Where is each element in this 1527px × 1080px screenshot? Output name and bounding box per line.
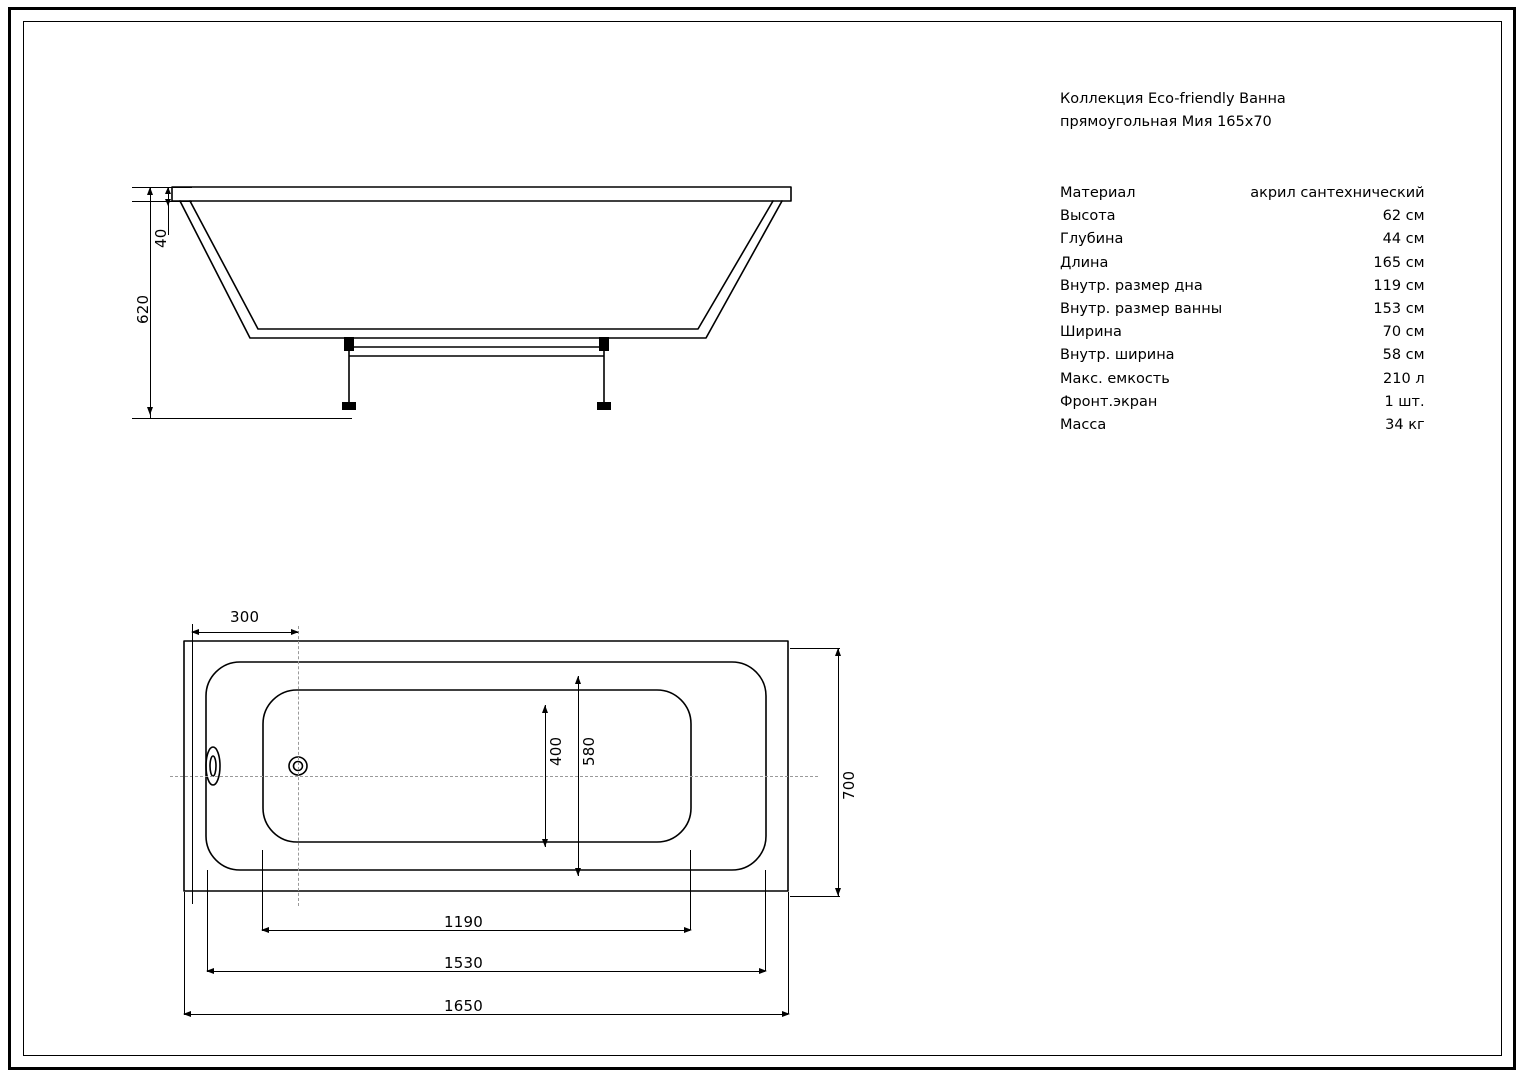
plan-dim-arrows-1530 (201, 963, 773, 981)
spec-value: 62 см (1382, 208, 1425, 225)
spec-row (1060, 182, 1439, 205)
plan-ext-line-1190-right (690, 850, 691, 930)
spec-row (1060, 205, 1439, 228)
plan-dim-label-1650: 1650 (444, 997, 483, 1015)
product-title-line-1: Коллекция Eco-friendly Ванна (1060, 91, 1286, 107)
spec-value: 165 см (1373, 254, 1425, 271)
spec-row (1060, 298, 1439, 321)
spec-label: Фронт.экран (1060, 393, 1158, 410)
spec-value: 34 кг (1385, 417, 1425, 434)
plan-dim-arrows-580 (569, 671, 593, 885)
spec-value: 58 см (1382, 347, 1425, 364)
spec-value: 1 шт. (1384, 393, 1425, 410)
spec-label: Внутр. ширина (1060, 347, 1175, 364)
spec-row (1060, 414, 1439, 437)
spec-value: 44 см (1382, 231, 1425, 248)
plan-view (183, 640, 803, 900)
spec-label: Глубина (1060, 231, 1124, 248)
plan-dim-arrows-300 (186, 624, 306, 644)
product-title-line-2: прямоугольная Мия 165х70 (1060, 114, 1272, 130)
spec-row (1060, 368, 1439, 391)
spec-value: 210 л (1383, 370, 1425, 387)
spec-label: Масса (1060, 417, 1107, 434)
plan-ext-line-1650-right (788, 892, 789, 1014)
spec-row (1060, 252, 1439, 275)
plan-dim-label-1530: 1530 (444, 954, 483, 972)
spec-value: акрил сантехнический (1250, 185, 1425, 201)
specification-table (1060, 182, 1439, 437)
spec-value: 119 см (1373, 277, 1425, 294)
plan-ext-line-1530-right (765, 870, 766, 971)
plan-dim-label-580: 580 (580, 736, 598, 766)
plan-drain-centerline (298, 626, 299, 906)
spec-label: Макс. емкость (1060, 370, 1170, 387)
spec-row (1060, 275, 1439, 298)
plan-dim-arrows-400 (536, 700, 560, 856)
spec-label: Внутр. размер дна (1060, 277, 1203, 294)
elevation-view (110, 170, 830, 440)
plan-ext-line-1190-left (262, 850, 263, 930)
elevation-dim-label-40: 40 (152, 228, 170, 248)
plan-dim-label-400: 400 (547, 736, 565, 766)
elevation-dim-label-620: 620 (134, 294, 152, 324)
spec-row (1060, 321, 1439, 344)
plan-horizontal-centerline (170, 776, 818, 777)
spec-label: Материал (1060, 185, 1136, 201)
plan-dim-arrows-1650 (178, 1006, 796, 1024)
spec-value: 70 см (1382, 324, 1425, 341)
spec-row (1060, 344, 1439, 367)
plan-dim-label-300: 300 (230, 608, 260, 626)
spec-value: 153 см (1373, 301, 1425, 318)
plan-dim-label-1190: 1190 (444, 913, 483, 931)
spec-label: Длина (1060, 254, 1109, 271)
spec-row (1060, 391, 1439, 414)
spec-label: Ширина (1060, 324, 1122, 341)
plan-dim-label-700: 700 (840, 770, 858, 800)
spec-row (1060, 228, 1439, 251)
spec-label: Внутр. размер ванны (1060, 301, 1223, 318)
plan-ext-line-1650-left (184, 892, 185, 1014)
plan-ext-line-1530-left (207, 870, 208, 971)
specification-block (1060, 88, 1425, 437)
plan-ext-line-left (192, 624, 193, 904)
spec-label: Высота (1060, 208, 1116, 225)
